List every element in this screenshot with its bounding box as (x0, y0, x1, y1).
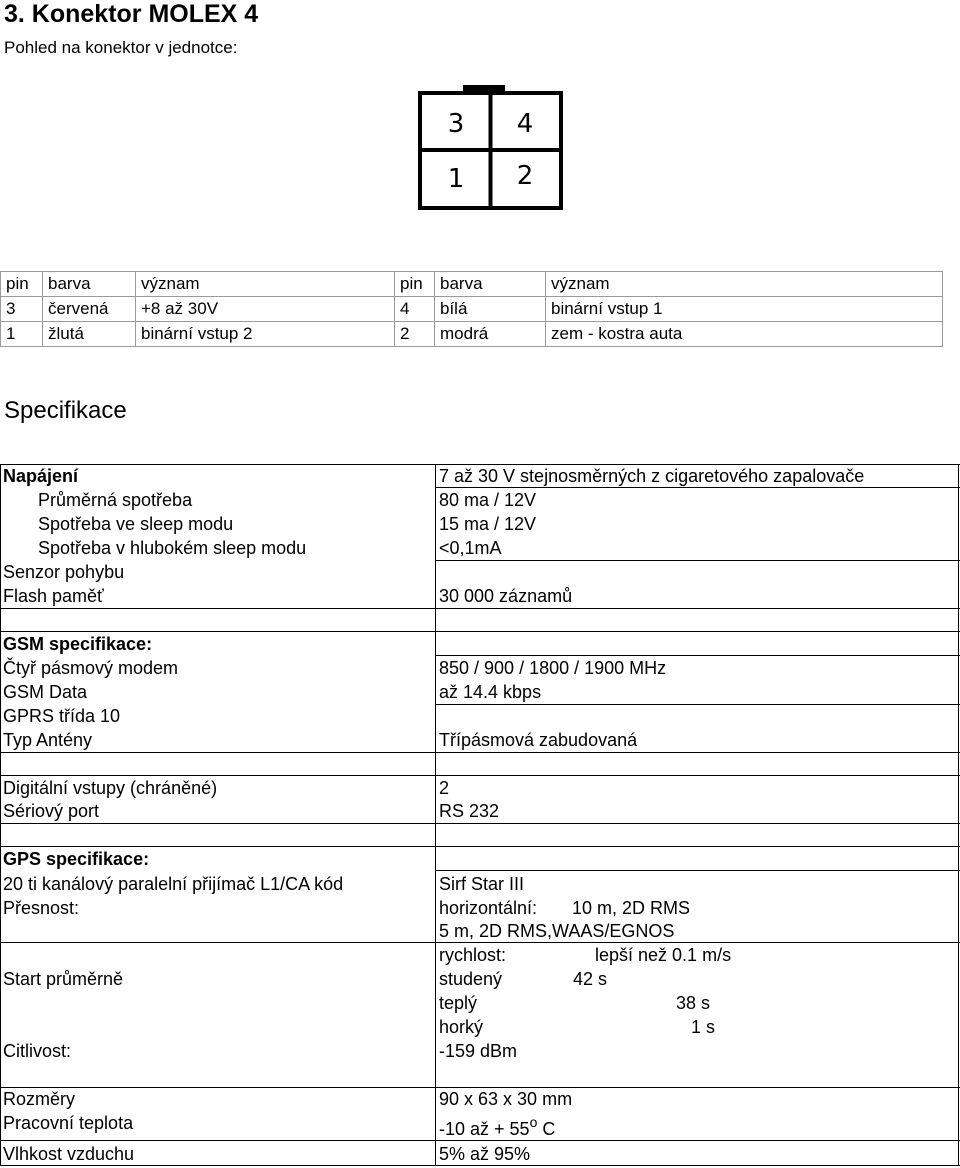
value-receiver: Sirf Star III (439, 874, 525, 894)
table-cell: bílá (435, 297, 546, 322)
value-napajeni: 7 až 30 V stejnosměrných z cigaretového zapalovače (439, 466, 865, 486)
gps-heading: GPS specifikace: (3, 849, 150, 869)
header-cell: význam (136, 272, 395, 297)
header-cell: pin (395, 272, 435, 297)
molex-connector-diagram (416, 84, 566, 214)
table-header-row (1, 272, 943, 297)
grid-rule (0, 942, 960, 943)
label-vlhkost: Vlhkost vzduchu (3, 1144, 135, 1164)
label-horizontal: horizontální: (439, 898, 538, 918)
table-cell: binární vstup 1 (546, 297, 943, 322)
value-speed: lepší než 0.1 m/s (595, 945, 732, 965)
value-hot: 1 s (691, 1017, 716, 1037)
label-napajeni: Napájení (3, 466, 79, 486)
value-anteny: Třípásmová zabudovaná (439, 730, 638, 750)
label-citlivost: Citlivost: (3, 1041, 72, 1061)
table-cell: 4 (395, 297, 435, 322)
value-modem: 850 / 900 / 1800 / 1900 MHz (439, 658, 667, 678)
pin-table (0, 271, 943, 347)
grid-rule (0, 846, 960, 847)
grid-rule (0, 608, 960, 609)
value-flash: 30 000 záznamů (439, 586, 573, 606)
label-rozmery: Rozměry (3, 1089, 76, 1109)
header-cell: barva (435, 272, 546, 297)
label-speed: rychlost: (439, 945, 507, 965)
value-deep-sleep: <0,1mA (439, 538, 502, 558)
degree-symbol: o (529, 1114, 538, 1130)
table-row (1, 297, 943, 322)
grid-rule (435, 655, 960, 656)
table-cell: modrá (435, 322, 546, 347)
teplota-unit: C (537, 1119, 556, 1139)
label-sleep: Spotřeba ve sleep modu (38, 514, 234, 534)
table-row (1, 322, 943, 347)
header-cell: význam (546, 272, 943, 297)
value-serial: RS 232 (439, 801, 500, 821)
label-cold: studený (439, 969, 503, 989)
table-cell: 1 (1, 322, 43, 347)
value-warm: 38 s (676, 993, 711, 1013)
pin-label-3: 3 (447, 109, 465, 139)
spec-heading: Specifikace (4, 397, 127, 424)
grid-rule (0, 1165, 960, 1166)
pin-label-2: 2 (516, 161, 534, 191)
label-serial: Sériový port (3, 801, 100, 821)
label-gsm-data: GSM Data (3, 682, 88, 702)
value-waas: 5 m, 2D RMS,WAAS/EGNOS (439, 921, 675, 941)
connector-caption: Pohled na konektor v jednotce: (4, 38, 238, 57)
grid-rule (435, 870, 960, 871)
value-vlhkost: 5% až 95% (439, 1144, 531, 1164)
table-cell: červená (43, 297, 136, 322)
label-anteny: Typ Antény (3, 730, 93, 750)
label-gprs: GPRS třída 10 (3, 706, 121, 726)
value-digital: 2 (439, 778, 450, 798)
label-prumerna-spotreba: Průměrná spotřeba (38, 490, 193, 510)
value-prumerna-spotreba: 80 ma / 12V (439, 490, 537, 510)
teplota-range: -10 až + 55 (439, 1119, 530, 1139)
grid-rule (0, 752, 960, 753)
pin-label-4: 4 (516, 109, 534, 139)
grid-rule (0, 631, 960, 632)
label-modem: Čtyř pásmový modem (3, 658, 179, 678)
label-warm: teplý (439, 993, 478, 1013)
label-senzor: Senzor pohybu (3, 562, 125, 582)
table-cell: 2 (395, 322, 435, 347)
label-hot: horký (439, 1017, 484, 1037)
value-citlivost: -159 dBm (439, 1041, 518, 1061)
grid-rule (435, 464, 436, 1166)
table-cell: +8 až 30V (136, 297, 395, 322)
label-teplota: Pracovní teplota (3, 1113, 134, 1133)
value-sleep: 15 ma / 12V (439, 514, 537, 534)
grid-rule (0, 823, 960, 824)
value-rozmery: 90 x 63 x 30 mm (439, 1089, 573, 1109)
label-deep-sleep: Spotřeba v hlubokém sleep modu (38, 538, 307, 558)
section-title: 3. Konektor MOLEX 4 (4, 0, 259, 28)
grid-rule (435, 704, 960, 705)
value-horizontal: 10 m, 2D RMS (572, 898, 691, 918)
label-receiver: 20 ti kanálový paralelní přijímač L1/CA kód (3, 874, 344, 894)
grid-rule (0, 464, 1, 1166)
grid-rule (0, 775, 960, 776)
table-cell: 3 (1, 297, 43, 322)
value-gsm-data: až 14.4 kbps (439, 682, 542, 702)
table-cell: binární vstup 2 (136, 322, 395, 347)
table-cell: žlutá (43, 322, 136, 347)
label-start: Start průměrně (3, 969, 124, 989)
label-flash: Flash paměť (3, 586, 104, 606)
header-cell: barva (43, 272, 136, 297)
value-teplota (439, 1114, 556, 1141)
gsm-heading: GSM specifikace: (3, 634, 153, 654)
grid-rule (435, 487, 960, 488)
table-cell: zem - kostra auta (546, 322, 943, 347)
label-presnost: Přesnost: (3, 898, 80, 918)
grid-rule (435, 560, 960, 561)
value-cold: 42 s (573, 969, 608, 989)
label-digital: Digitální vstupy (chráněné) (3, 778, 218, 798)
header-cell: pin (1, 272, 43, 297)
grid-rule (958, 464, 959, 1166)
pin-label-1: 1 (447, 164, 465, 194)
